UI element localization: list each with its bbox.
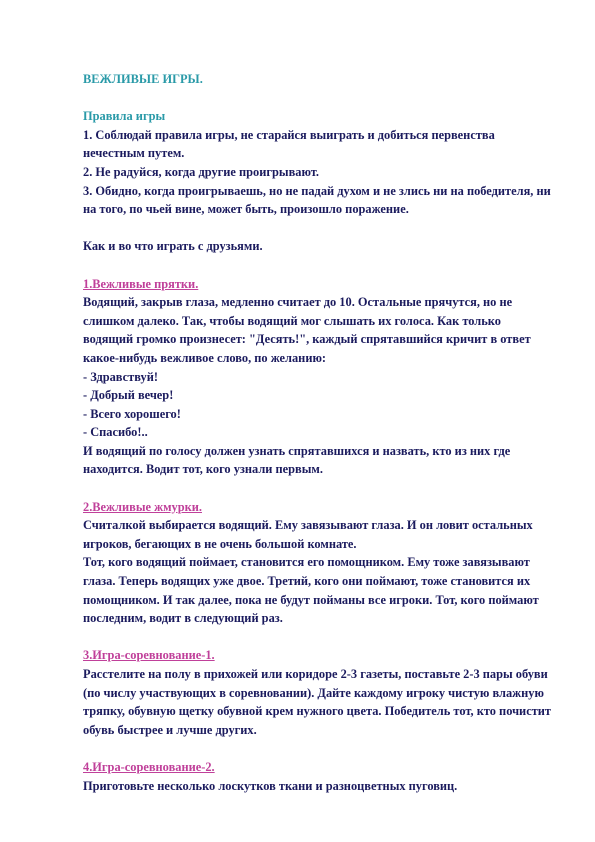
game-4-heading: 4.Игра-соревнование-2. (83, 759, 215, 774)
game-4-text: Приготовьте несколько лоскутков ткани и разноцветных пуговиц. (83, 778, 458, 793)
polite-word-4: - Спасибо!.. (83, 425, 148, 440)
game-2-text-2: Тот, кого водящий поймает, становится его помощником. Ему тоже завязывают глаза. Теперь водящих уже двое. Третий, кого они поймают, тоже становится их помощником. И так далее, пока не будут пойманы все игроки. Тот, кого поймают последним, водит в следующий раз. (83, 555, 539, 626)
game-1-heading: 1.Вежливые прятки. (83, 276, 199, 291)
game-4-section (83, 758, 553, 795)
page-title: ВЕЖЛИВЫЕ ИГРЫ. (83, 72, 203, 86)
game-2-text: Считалкой выбирается водящий. Ему завязывают глаза. И он ловит остальных игроков, бегающих в не очень большой комнате. (83, 518, 533, 551)
game-2-heading: 2.Вежливые жмурки. (83, 499, 202, 514)
game-3-heading: 3.Игра-соревнование-1. (83, 648, 215, 663)
rule-1: 1. Соблюдай правила игры, не старайся выиграть и добиться первенства нечестным путем. (83, 127, 495, 161)
game-3-section (83, 646, 553, 739)
rule-3: 3. Обидно, когда проигрываешь, но не падай духом и не злись ни на победителя, ни на того, по чьей вине, может быть, произошло поражение. (83, 183, 551, 217)
document-page (83, 70, 553, 795)
game-1-section (83, 275, 553, 480)
rules-heading: Правила игры (83, 109, 166, 124)
intro-text: Как и во что играть с друзьями. (83, 239, 263, 254)
game-1-text: Водящий, закрыв глаза, медленно считает до 10. Остальные прячутся, но не слишком далеко. Так, чтобы водящий мог слышать их голоса. Как только водящий громко произнесет: "Десять!", каждый спрятавшийся кричит в ответ какое-нибудь вежливое слово, по желанию: (83, 295, 531, 365)
game-2-section (83, 498, 553, 628)
polite-word-1: - Здравствуй! (83, 369, 158, 384)
rule-2: 2. Не радуйся, когда другие проигрывают. (83, 164, 320, 179)
game-3-text: Расстелите на полу в прихожей или коридоре 2-3 газеты, поставьте 2-3 пары обуви (по числу участвующих в соревновании). Дайте каждому игроку чистую влажную тряпку, обувную щетку обувной крем нужного цвета. Победитель тот, кто почистит обувь быстрее и лучше других. (83, 667, 552, 737)
game-1-ending: И водящий по голосу должен узнать спрятавшихся и назвать, кто из них где находится. Водит тот, кого узнали первым. (83, 443, 511, 477)
polite-word-2: - Добрый вечер! (83, 388, 174, 403)
polite-word-3: - Всего хорошего! (83, 406, 181, 421)
rules-section (83, 107, 553, 219)
